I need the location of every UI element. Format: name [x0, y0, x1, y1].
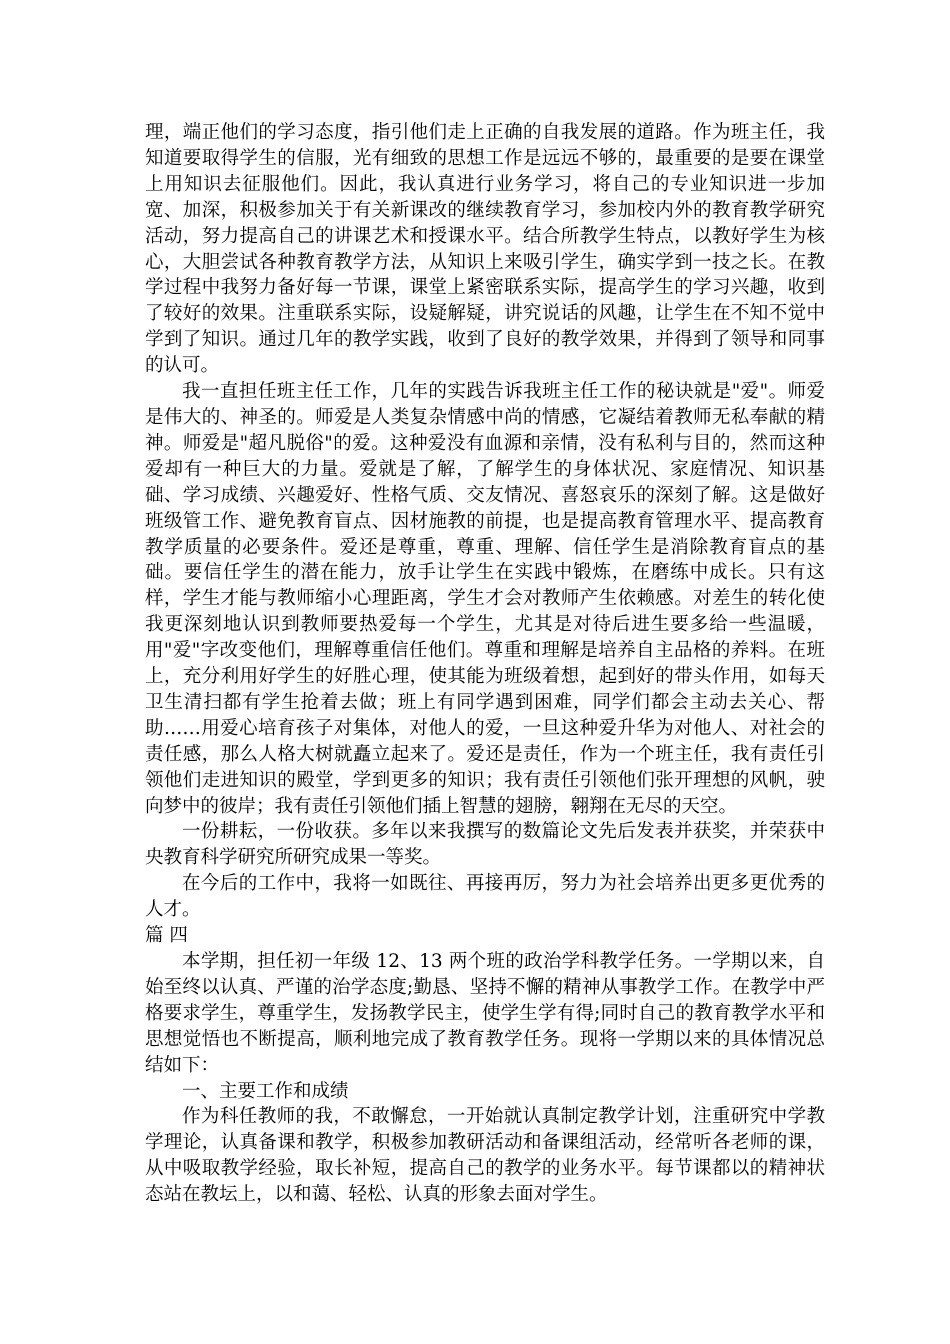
- paragraph-future: 在今后的工作中，我将一如既往、再接再厉，努力为社会培养出更多更优秀的人才。: [145, 873, 825, 921]
- paragraph-teacher-work: 作为科任教师的我，不敢懈怠，一开始就认真制定教学计划，注重研究中学教学理论，认真备课和教学，积极参加教研活动和备课组活动，经常听各老师的课，从中吸取教学经验，取长补短，提高自己的教学的业务水平。每节课都以的精神状态站在教坛上，以和蔼、轻松、认真的形象去面对学生。: [145, 1106, 825, 1206]
- document-page: [145, 120, 825, 1208]
- section-heading: 篇 四: [145, 925, 188, 947]
- paragraph-harvest: 一份耕耘，一份收获。多年以来我撰写的数篇论文先后发表并获奖，并荣获中央教育科学研究所研究成果一等奖。: [145, 821, 825, 869]
- paragraph-continuation: 理，端正他们的学习态度，指引他们走上正确的自我发展的道路。作为班主任，我知道要取得学生的信服，光有细致的思想工作是远远不够的，最重要的是要在课堂上用知识去征服他们。因此，我认真进行业务学习，将自己的专业知识进一步加宽、加深，积极参加关于有关新课改的继续教育学习，参加校内外的教育教学研究活动，努力提高自己的讲课艺术和授课水平。结合所教学生特点，以教好学生为核心，大胆尝试各种教育教学方法，从知识上来吸引学生，确实学到一技之长。在教学过程中我努力备好每一节课，课堂上紧密联系实际，提高学生的学习兴趣，收到了较好的效果。注重联系实际，设疑解疑，讲究说话的风趣，让学生在不知不觉中学到了知识。通过几年的教学实践，收到了良好的教学效果，并得到了领导和同事的认可。: [145, 122, 825, 377]
- paragraph-semester-intro: 本学期，担任初一年级 12、13 两个班的政治学科教学任务。一学期以来，自始至终以认真、严谨的治学态度;勤恳、坚持不懈的精神从事教学工作。在教学中严格要求学生，尊重学生，发扬教学民主，使学生学有得;同时自己的教育教学水平和思想觉悟也不断提高，顺利地完成了教育教学任务。现将一学期以来的具体情况总结如下：: [145, 951, 825, 1076]
- paragraph-love: 我一直担任班主任工作，几年的实践告诉我班主任工作的秘诀就是"爱"。师爱是伟大的、神圣的。师爱是人类复杂情感中尚的情感，它凝结着教师无私奉献的精神。师爱是"超凡脱俗"的爱。这种爱没有血源和亲情，没有私利与目的，然而这种爱却有一种巨大的力量。爱就是了解，了解学生的身体状况、家庭情况、知识基础、学习成绩、兴趣爱好、性格气质、交友情况、喜怒哀乐的深刻了解。这是做好班级管工作、避免教育盲点、因材施教的前提，也是提高教育管理水平、提高教育教学质量的必要条件。爱还是尊重，尊重、理解、信任学生是消除教育盲点的基础。要信任学生的潜在能力，放手让学生在实践中锻炼，在磨练中成长。只有这样，学生才能与教师缩小心理距离，学生才会对教师产生依赖感。对差生的转化使我更深刻地认识到教师要热爱每一个学生，尤其是对待后进生要多给一些温暖，用"爱"字改变他们，理解尊重信任他们。尊重和理解是培养自主品格的养料。在班上，充分利用好学生的好胜心理，使其能为班级着想，起到好的带头作用，如每天卫生清扫都有学生抢着去做；班上有同学遇到困难，同学们都会主动去关心、帮助……用爱心培育孩子对集体，对他人的爱，一旦这种爱升华为对他人、对社会的责任感，那么人格大树就矗立起来了。爱还是责任，作为一个班主任，我有责任引领他们走进知识的殿堂，学到更多的知识；我有责任引领他们张开理想的风帆，驶向梦中的彼岸；我有责任引领他们插上智慧的翅膀，翱翔在无尽的天空。: [145, 381, 825, 817]
- subheading-main-work: 一、主要工作和成绩: [182, 1080, 349, 1102]
